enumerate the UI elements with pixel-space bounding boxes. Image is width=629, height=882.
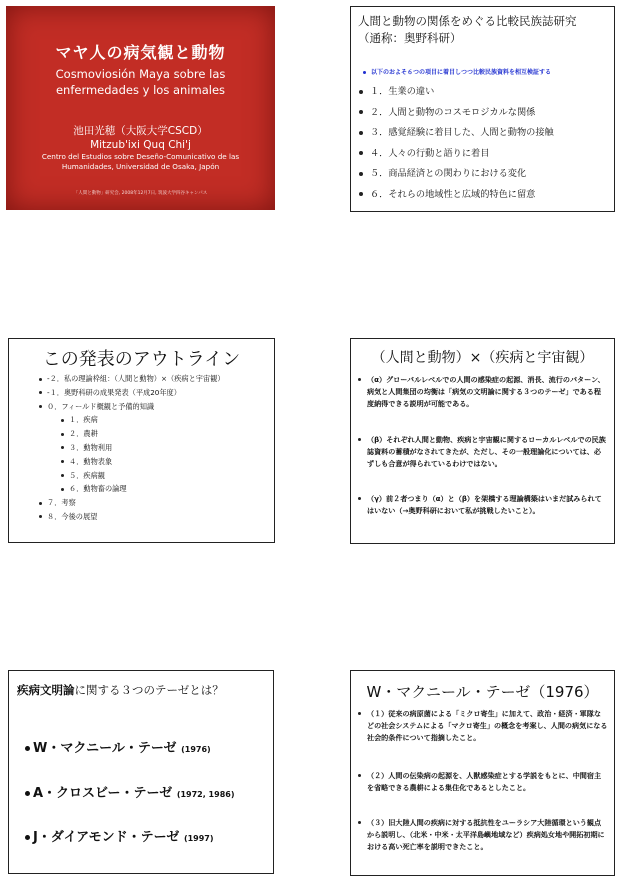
bullet-icon <box>25 835 30 840</box>
slide2-title-line1: 人間と動物の関係をめぐる比較民族誌研究 <box>358 14 577 28</box>
bullet-icon <box>358 821 361 824</box>
slide2-subtitle-text: 以下のおよそ６つの項目に着目しつつ比較民族資料を相互検証する <box>371 69 552 76</box>
slide2-title <box>358 13 608 47</box>
paragraph-text: （３）旧大陸人間の疾病に対する抵抗性をユーラシア大陸循環という観点から説明し、（北米・中米・太平洋島嶼地域など）疾病処女地や開拓初期における高い死亡率を説明できたこと。 <box>367 818 605 852</box>
bullet-icon <box>61 433 64 436</box>
bullet-icon <box>25 746 30 751</box>
thesis-item <box>25 826 214 845</box>
list-item-text: ５．商品経済との関わりにおける変化 <box>370 168 527 179</box>
list-item-text: ７．考察 <box>47 498 76 508</box>
list-item-text: ４．人々の行動と語りに着目 <box>370 147 490 159</box>
slide1-subtitle-line1: Cosmoviosión Maya sobre las <box>55 67 226 81</box>
bullet-icon <box>358 497 361 500</box>
bullet-icon <box>39 405 42 408</box>
list-item-text: ２．人間と動物のコスモロジカルな関係 <box>370 106 536 118</box>
thesis-year: (1972, 1986) <box>176 790 235 799</box>
bullet-icon <box>39 378 42 381</box>
slide5-title-bold: 疾病文明論 <box>17 683 75 697</box>
slide6-paragraph <box>367 770 608 794</box>
thesis-year: (1976) <box>181 745 211 754</box>
slide4-title: （人間と動物）×（疾病と宇宙観） <box>371 350 594 366</box>
list-item-text: ４．動物表象 <box>69 456 113 466</box>
list-item-text: -１．奥野科研の成果発表（平成20年度） <box>47 387 181 397</box>
list-item <box>359 83 554 104</box>
list-item-text: １．生業の違い <box>370 86 435 97</box>
bullet-icon <box>25 791 30 796</box>
slide1-affiliation <box>10 152 271 172</box>
bullet-icon <box>358 378 361 381</box>
list-item-text: ６．動物畜の論理 <box>69 484 127 494</box>
bullet-icon <box>39 515 42 518</box>
slide5-title <box>17 682 224 698</box>
list-item <box>39 429 225 443</box>
bullet-icon <box>39 391 42 394</box>
slide-outline <box>8 338 275 543</box>
list-item <box>359 104 554 125</box>
list-item-text: ６．それらの地域性と広域的特色に留意 <box>370 188 536 200</box>
list-item <box>39 415 225 429</box>
slide5-title-rest: に関する３つのテーゼとは？ <box>74 683 224 697</box>
bullet-icon <box>61 474 64 477</box>
slide-title <box>6 6 275 210</box>
slide2-list <box>359 83 554 206</box>
slide3-list <box>39 374 225 526</box>
slide1-title: マヤ人の病気観と動物 <box>55 43 226 62</box>
slide-mcneill-thesis <box>350 670 615 876</box>
bullet-icon <box>61 488 64 491</box>
bullet-icon <box>359 90 363 94</box>
slide2-title-line2: （通称：奥野科研） <box>358 31 462 45</box>
list-item-text: ２．農耕 <box>69 429 98 439</box>
slide1-affil-line2: Humanidades, Universidad de Osaka, Japón <box>61 162 220 171</box>
bullet-icon <box>359 131 363 135</box>
bullet-icon <box>359 172 363 176</box>
slide1-affil-line1: Centro del Estudios sobre Deseño-Comunicativo de las <box>41 152 240 161</box>
slide4-paragraph <box>367 493 607 517</box>
list-item <box>39 457 225 471</box>
list-item-text: ５．疾病観 <box>69 470 105 480</box>
list-item-text: １．疾病 <box>69 415 98 425</box>
list-item-text: ３．感覚経験に着目した、人間と動物の接触 <box>370 127 554 138</box>
list-item <box>39 388 225 402</box>
paragraph-text: （β）それぞれ人間と動物、疾病と宇宙観に関するローカルレベルでの民族誌資料の蓄積がなされてきたが、ただし、その一般理論化については、必ずしも合意が得られているわけではない。 <box>367 435 606 468</box>
bullet-icon <box>359 192 363 196</box>
paragraph-text: （１）従来の病原菌による「ミクロ寄生」に加えて、政治・経済・軍隊などの社会システムによる「マクロ寄生」の概念を考案し、人間の病気になる社会的条件について指摘したこと。 <box>367 709 608 743</box>
slide-three-theses <box>8 670 274 874</box>
list-item <box>39 374 225 388</box>
list-item <box>39 498 225 512</box>
list-item <box>39 471 225 485</box>
slide1-footer: 「人間と動物」研究会, 2008年12月7日, 筑波大学四谷キャンパス <box>73 191 208 196</box>
list-item <box>39 512 225 526</box>
slide1-author-line1: 池田光穂（大阪大学CSCD） <box>73 125 208 137</box>
list-item-text: ８．今後の展望 <box>47 511 98 521</box>
list-item <box>39 484 225 498</box>
thesis-name: A・クロスビー・テーゼ <box>33 786 173 801</box>
list-item-text: ０．フィールド概観と予備的知識 <box>47 401 155 411</box>
bullet-icon <box>363 71 366 74</box>
slide4-paragraph <box>367 434 607 469</box>
thesis-item <box>25 737 211 756</box>
slide1-author <box>6 124 275 152</box>
list-item <box>39 443 225 457</box>
thesis-item <box>25 782 234 801</box>
paragraph-text: （２）人間の伝染病の起源を、人獣感染症とする学説をもとに、中間宿主を省略できる農耕による集住化であるとしたこと。 <box>367 771 602 793</box>
bullet-icon <box>358 438 361 441</box>
bullet-icon <box>61 419 64 422</box>
bullet-icon <box>359 110 363 114</box>
bullet-icon <box>358 712 361 715</box>
slide-research-overview <box>350 6 615 212</box>
thesis-name: J・ダイアモンド・テーゼ <box>33 830 180 845</box>
slide6-title: W・マクニール・テーゼ（1976） <box>366 683 599 701</box>
slide3-title: この発表のアウトライン <box>42 349 241 370</box>
slide-framework <box>350 338 615 544</box>
thesis-name: W・マクニール・テーゼ <box>33 741 177 756</box>
bullet-icon <box>61 460 64 463</box>
bullet-icon <box>358 774 361 777</box>
paragraph-text: （α）グローバルレベルでの人間の感染症の起源、消長、流行のパターン、病気と人間集団の均衡は「病気の文明論に関する３つのテーゼ」である程度納得できる説明が可能である。 <box>367 375 605 408</box>
slide6-paragraph <box>367 817 608 853</box>
bullet-icon <box>359 151 363 155</box>
slide2-subtitle <box>363 67 551 76</box>
slide1-subtitle-line2: enfermedades y los animales <box>55 83 226 97</box>
paragraph-text: （γ）前２者つまり（α）と（β）を架橋する理論構築はいまだ試みられてはいない（→奥野科研において私が挑戦したいこと）。 <box>367 494 602 515</box>
slide6-paragraph <box>367 708 608 744</box>
list-item <box>359 165 554 186</box>
list-item <box>359 145 554 166</box>
list-item <box>359 186 554 207</box>
list-item <box>39 402 225 416</box>
bullet-icon <box>39 502 42 505</box>
slide1-subtitle <box>6 66 275 98</box>
slide4-paragraph <box>367 374 607 409</box>
list-item-text: ３．動物利用 <box>69 442 113 452</box>
list-item-text: -２．私の理論枠組：（人間と動物）×（疾病と宇宙観） <box>47 374 225 383</box>
thesis-year: (1997) <box>183 834 214 843</box>
bullet-icon <box>61 446 64 449</box>
slide1-author-line2: Mitzub'ixi Quq Chi'j <box>90 139 191 151</box>
list-item <box>359 124 554 145</box>
